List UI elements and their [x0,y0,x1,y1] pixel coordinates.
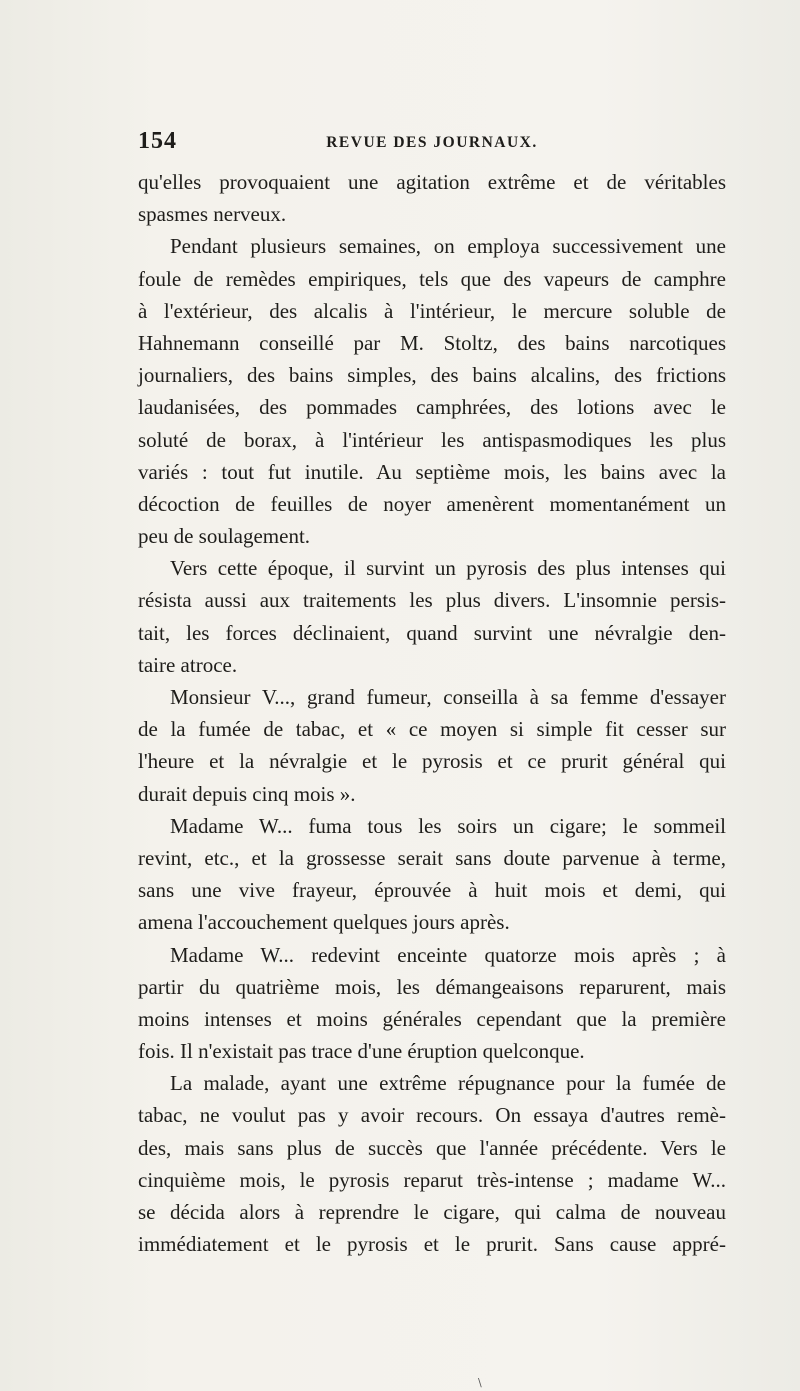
text-line: se décida alors à reprendre le cigare, qui calma de nouveau [138,1200,726,1224]
text-line: amena l'accouchement quelques jours après. [138,910,510,935]
text-line: Vers cette époque, il survint un pyrosis des plus intenses qui [170,556,726,581]
text-line: spasmes nerveux. [138,202,287,227]
text-line: journaliers, des bains simples, des bains alcalins, des frictions [138,363,726,388]
text-line: soluté de borax, à l'intérieur les antispasmodiques les plus [138,427,726,452]
text-line: Madame W... fuma tous les soirs un cigare; le sommeil [170,813,726,838]
page-header [138,128,726,162]
text-line: laudanisées, des pommades camphrées, des lotions avec le [138,395,726,420]
text-line: variés : tout fut inutile. Au septième mois, les bains avec la [138,459,726,484]
text-line: Monsieur V..., grand fumeur, conseilla à sa femme d'essayer [170,685,726,709]
text-line: peu de soulagement. [138,524,311,549]
text-line: Hahnemann conseillé par M. Stoltz, des bains narcotiques [138,330,726,355]
text-line: partir du quatrième mois, les démangeaisons reparurent, mais [138,974,726,999]
text-line: décoction de feuilles de noyer amenèrent momentanément un [138,491,726,516]
text-line: immédiatement et le pyrosis et le prurit. Sans cause appré- [138,1232,726,1257]
text-line: fois. Il n'existait pas trace d'une éruption quelconque. [138,1039,585,1064]
text-line: Madame W... redevint enceinte quatorze mois après ; à [170,942,726,967]
text-line: résista aussi aux traitements les plus divers. L'insomnie persis- [138,588,726,613]
text-line: moins intenses et moins générales cependant que la première [138,1006,726,1031]
text-line: taire atroce. [138,652,238,677]
page-number: 154 [138,128,177,154]
text-line: durait depuis cinq mois ». [138,781,356,806]
text-line: à l'extérieur, des alcalis à l'intérieur, le mercure soluble de [138,298,726,323]
text-line: des, mais sans plus de succès que l'année précédente. Vers le [138,1135,726,1160]
text-line: qu'elles provoquaient une agitation extrême et de véritables [138,170,726,194]
body-text [138,166,726,1260]
text-line: revint, etc., et la grossesse serait sans doute parvenue à terme, [138,845,726,870]
text-line: La malade, ayant une extrême répugnance pour la fumée de [170,1071,726,1096]
text-line: foule de remèdes empiriques, tels que des vapeurs de camphre [138,266,726,291]
text-line: tait, les forces déclinaient, quand survint une névralgie den- [138,620,726,645]
stray-mark: \ [478,1376,482,1389]
text-line: sans une vive frayeur, éprouvée à huit mois et demi, qui [138,878,726,903]
text-line: tabac, ne voulut pas y avoir recours. On essaya d'autres remè- [138,1103,726,1128]
text-line: cinquième mois, le pyrosis reparut très-intense ; madame W... [138,1167,726,1192]
text-line: Pendant plusieurs semaines, on employa successivement une [170,234,726,259]
text-line: de la fumée de tabac, et « ce moyen si simple fit cesser sur [138,717,726,742]
text-line: l'heure et la névralgie et le pyrosis et ce prurit général qui [138,749,726,774]
running-head: REVUE DES JOURNAUX. [326,134,538,151]
